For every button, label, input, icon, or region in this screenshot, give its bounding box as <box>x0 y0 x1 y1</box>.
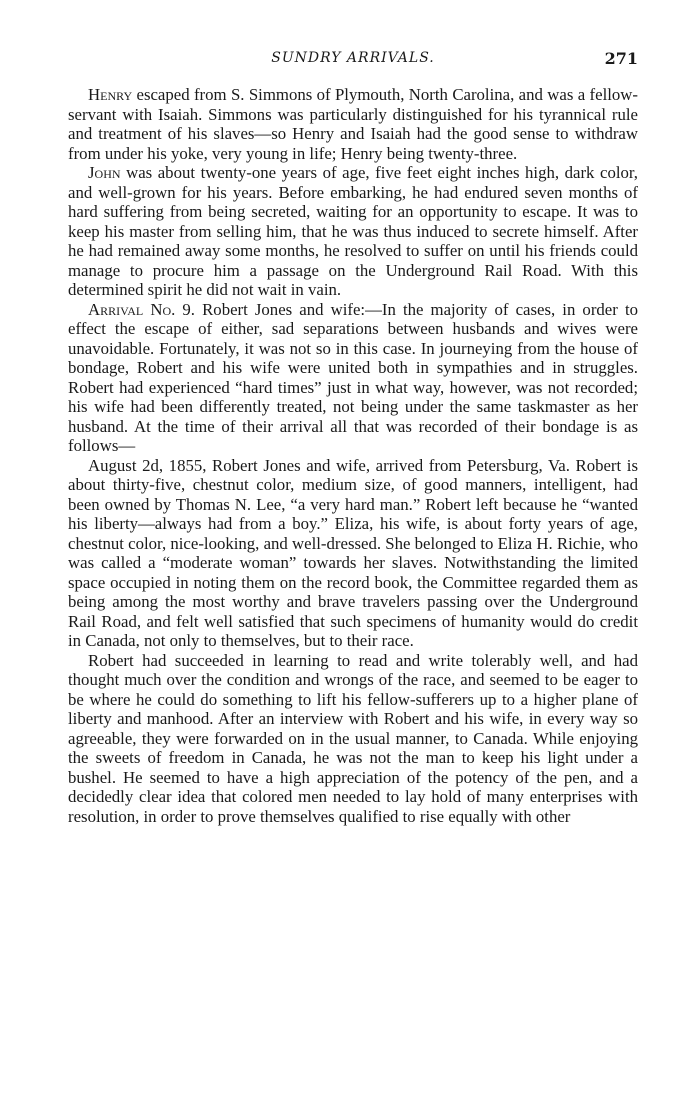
body-text <box>68 85 638 826</box>
paragraph-arrival-9 <box>68 300 638 456</box>
lead-in-henry: Henry <box>88 85 133 104</box>
paragraph-text: August 2d, 1855, Robert Jones and wife, arrived from Petersburg, Va. Robert is about thirty-five, chestnut color, medium size, of good manners, intelligent, had been owned by Thomas N. Lee, “a very hard man.” Robert left because he “wanted his liberty—always had from a boy.” Eliza, his wife, is about forty years of age, chestnut color, nice-looking, and well-dressed. She belonged to Eliza H. Richie, who was called a “moderate woman” towards her slaves. Notwithstanding the limited space occupied in noting them on the record book, the Committee regarded them as being among the most worthy and brave travelers passing over the Underground Rail Road, and felt well satisfied that such specimens of humanity would do credit in Canada, not only to themselves, but to their race. <box>68 455 638 650</box>
lead-in-john: John <box>88 163 121 182</box>
running-title: SUNDRY ARRIVALS. <box>271 50 435 66</box>
paragraph-henry <box>68 85 638 163</box>
paragraph-text: escaped from S. Simmons of Plymouth, North Carolina, and was a fellow-servant with Isaiah. Simmons was particularly distinguished for his tyrannical rule and treatment of his slaves—so Henry and Isaiah had the good sense to withdraw from under his yoke, very young in life; Henry being twenty-three. <box>68 85 638 163</box>
paragraph-text: was about twenty-one years of age, five feet eight inches high, dark color, and well-grown for his years. Before embarking, he had endured seven months of hard suffering from being secreted, waiting for an opportunity to escape. It was to keep his master from selling him, that he was thus induced to secrete himself. After he had remained away some months, he resolved to suffer on until his friends could manage to procure him a passage on the Underground Rail Road. With this determined spirit he did not wait in vain. <box>68 163 638 299</box>
paragraph-robert-canada <box>68 651 638 827</box>
paragraph-john <box>68 163 638 300</box>
page-number: 271 <box>604 49 638 68</box>
paragraph-record-entry <box>68 456 638 651</box>
lead-in-arrival-9: Arrival No. 9. <box>88 299 196 319</box>
paragraph-text: Robert had succeeded in learning to read and write tolerably well, and had thought much over the condition and wrongs of the race, and seemed to be eager to be where he could do something to lift his fellow-sufferers up to a higher plane of liberty and manhood. After an interview with Robert and his wife, in every way so agreeable, they were forwarded on in the usual manner, to Canada. While enjoying the sweets of freedom in Canada, he was not the man to keep his light under a bushel. He seemed to have a high appreciation of the potency of the pen, and a decidedly clear idea that colored men needed to lay hold of many enterprises with resolution, in order to prove themselves qualified to rise equally with other <box>68 650 638 826</box>
paragraph-text: Robert Jones and wife:—In the majority of cases, in order to effect the escape of either, sad separations between husbands and wives were unavoidable. Fortunately, it was not so in this case. In journeying from the house of bondage, Robert and his wife were united both in sympathies and in struggles. Robert had experienced “hard times” just in what way, however, was not recorded; his wife had been differently treated, not being under the same taskmaster as her husband. At the time of their arrival all that was recorded of their bondage is as follows— <box>68 299 638 455</box>
running-head <box>68 50 638 74</box>
